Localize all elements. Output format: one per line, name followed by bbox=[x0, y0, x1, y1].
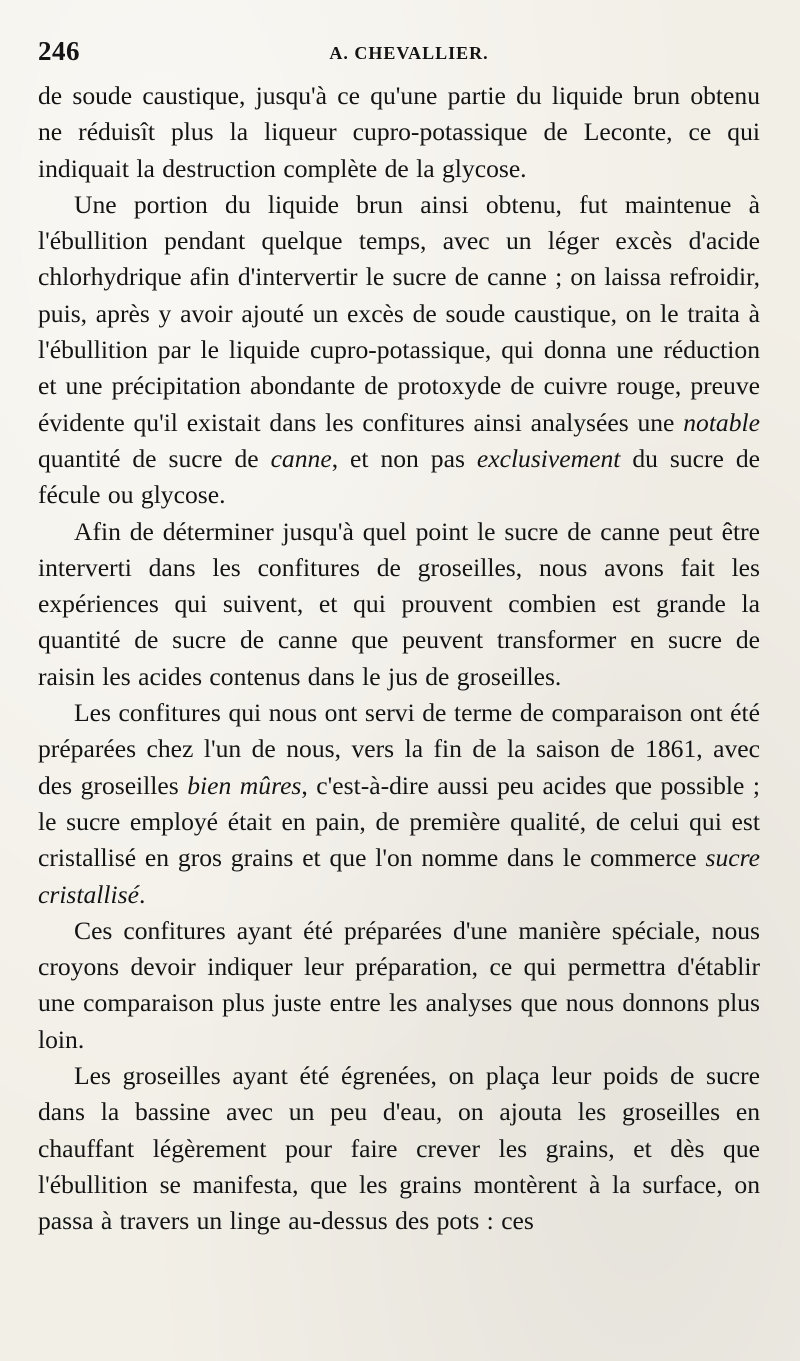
text-segment: du sucre de fécule ou glycose. bbox=[38, 443, 760, 510]
running-head: A. CHEVALLIER. bbox=[329, 43, 489, 63]
paragraph bbox=[38, 78, 760, 187]
body-text bbox=[38, 78, 760, 1240]
text-segment: Les groseilles ayant été égrenées, on plaça leur poids de sucre dans la bassine avec un peu d'eau, on ajouta les groseilles en chauffant légèrement pour faire crever les grains, et dès que l'ébullition se manifesta, que les grains montèrent à la surface, on passa à travers un linge au-dessus des pots : ces bbox=[38, 1061, 760, 1236]
paragraph bbox=[38, 187, 760, 514]
text-segment: Une portion du liquide brun ainsi obtenu, fut maintenue à l'ébullition pendant quelque temps, avec un léger excès d'acide chlorhydrique afin d'intervertir le sucre de canne ; on laissa refroidir, puis, après y avoir ajouté un excès de soude caustique, on le traita à l'ébullition par le liquide cupro-potassique, qui donna une réduction et une précipitation abondante de protoxyde de cuivre rouge, preuve évidente qu'il existait dans les confitures ainsi analysées une bbox=[38, 189, 760, 437]
italic-text: sucre cristallisé bbox=[38, 843, 760, 909]
italic-text: exclusivement bbox=[476, 443, 621, 473]
text-segment: , c'est-à-dire aussi peu acides que possible ; le sucre employé était en pain, de première qualité, de celui qui est cristallisé en gros grains et que l'on nomme dans le commerce bbox=[38, 770, 760, 873]
text-segment: Ces confitures ayant été préparées d'une manière spéciale, nous croyons devoir indiquer leur préparation, ce qui permettra d'établir une comparaison plus juste entre les analyses que nous donnons plus loin. bbox=[38, 915, 760, 1054]
paragraph bbox=[38, 514, 760, 695]
page-header bbox=[38, 36, 760, 72]
text-segment: quantité de sucre de bbox=[38, 443, 271, 473]
paragraph bbox=[38, 695, 760, 913]
text-segment: , et non pas bbox=[331, 443, 477, 473]
text-segment: Afin de déterminer jusqu'à quel point le sucre de canne peut être interverti dans les confitures de groseilles, nous avons fait les expériences qui suivent, et qui prouvent combien est grande la quantité de sucre de canne que peuvent transformer en sucre de raisin les acides contenus dans le jus de groseilles. bbox=[38, 516, 760, 691]
paragraph bbox=[38, 1058, 760, 1239]
italic-text: bien mûres bbox=[187, 770, 302, 800]
text-segment: Les confitures qui nous ont servi de terme de comparaison ont été préparées chez l'un de nous, vers la fin de la saison de 1861, avec des groseilles bbox=[38, 698, 760, 800]
italic-text: canne bbox=[270, 443, 332, 473]
text-segment: . bbox=[138, 879, 146, 909]
italic-text: notable bbox=[683, 407, 760, 437]
page-number: 246 bbox=[38, 36, 80, 66]
text-segment: de soude caustique, jusqu'à ce qu'une partie du liquide brun obtenu ne réduisît plus la liqueur cupro-potassique de Leconte, ce qui indiquait la destruction complète de la glycose. bbox=[38, 81, 760, 183]
paragraph bbox=[38, 913, 760, 1058]
